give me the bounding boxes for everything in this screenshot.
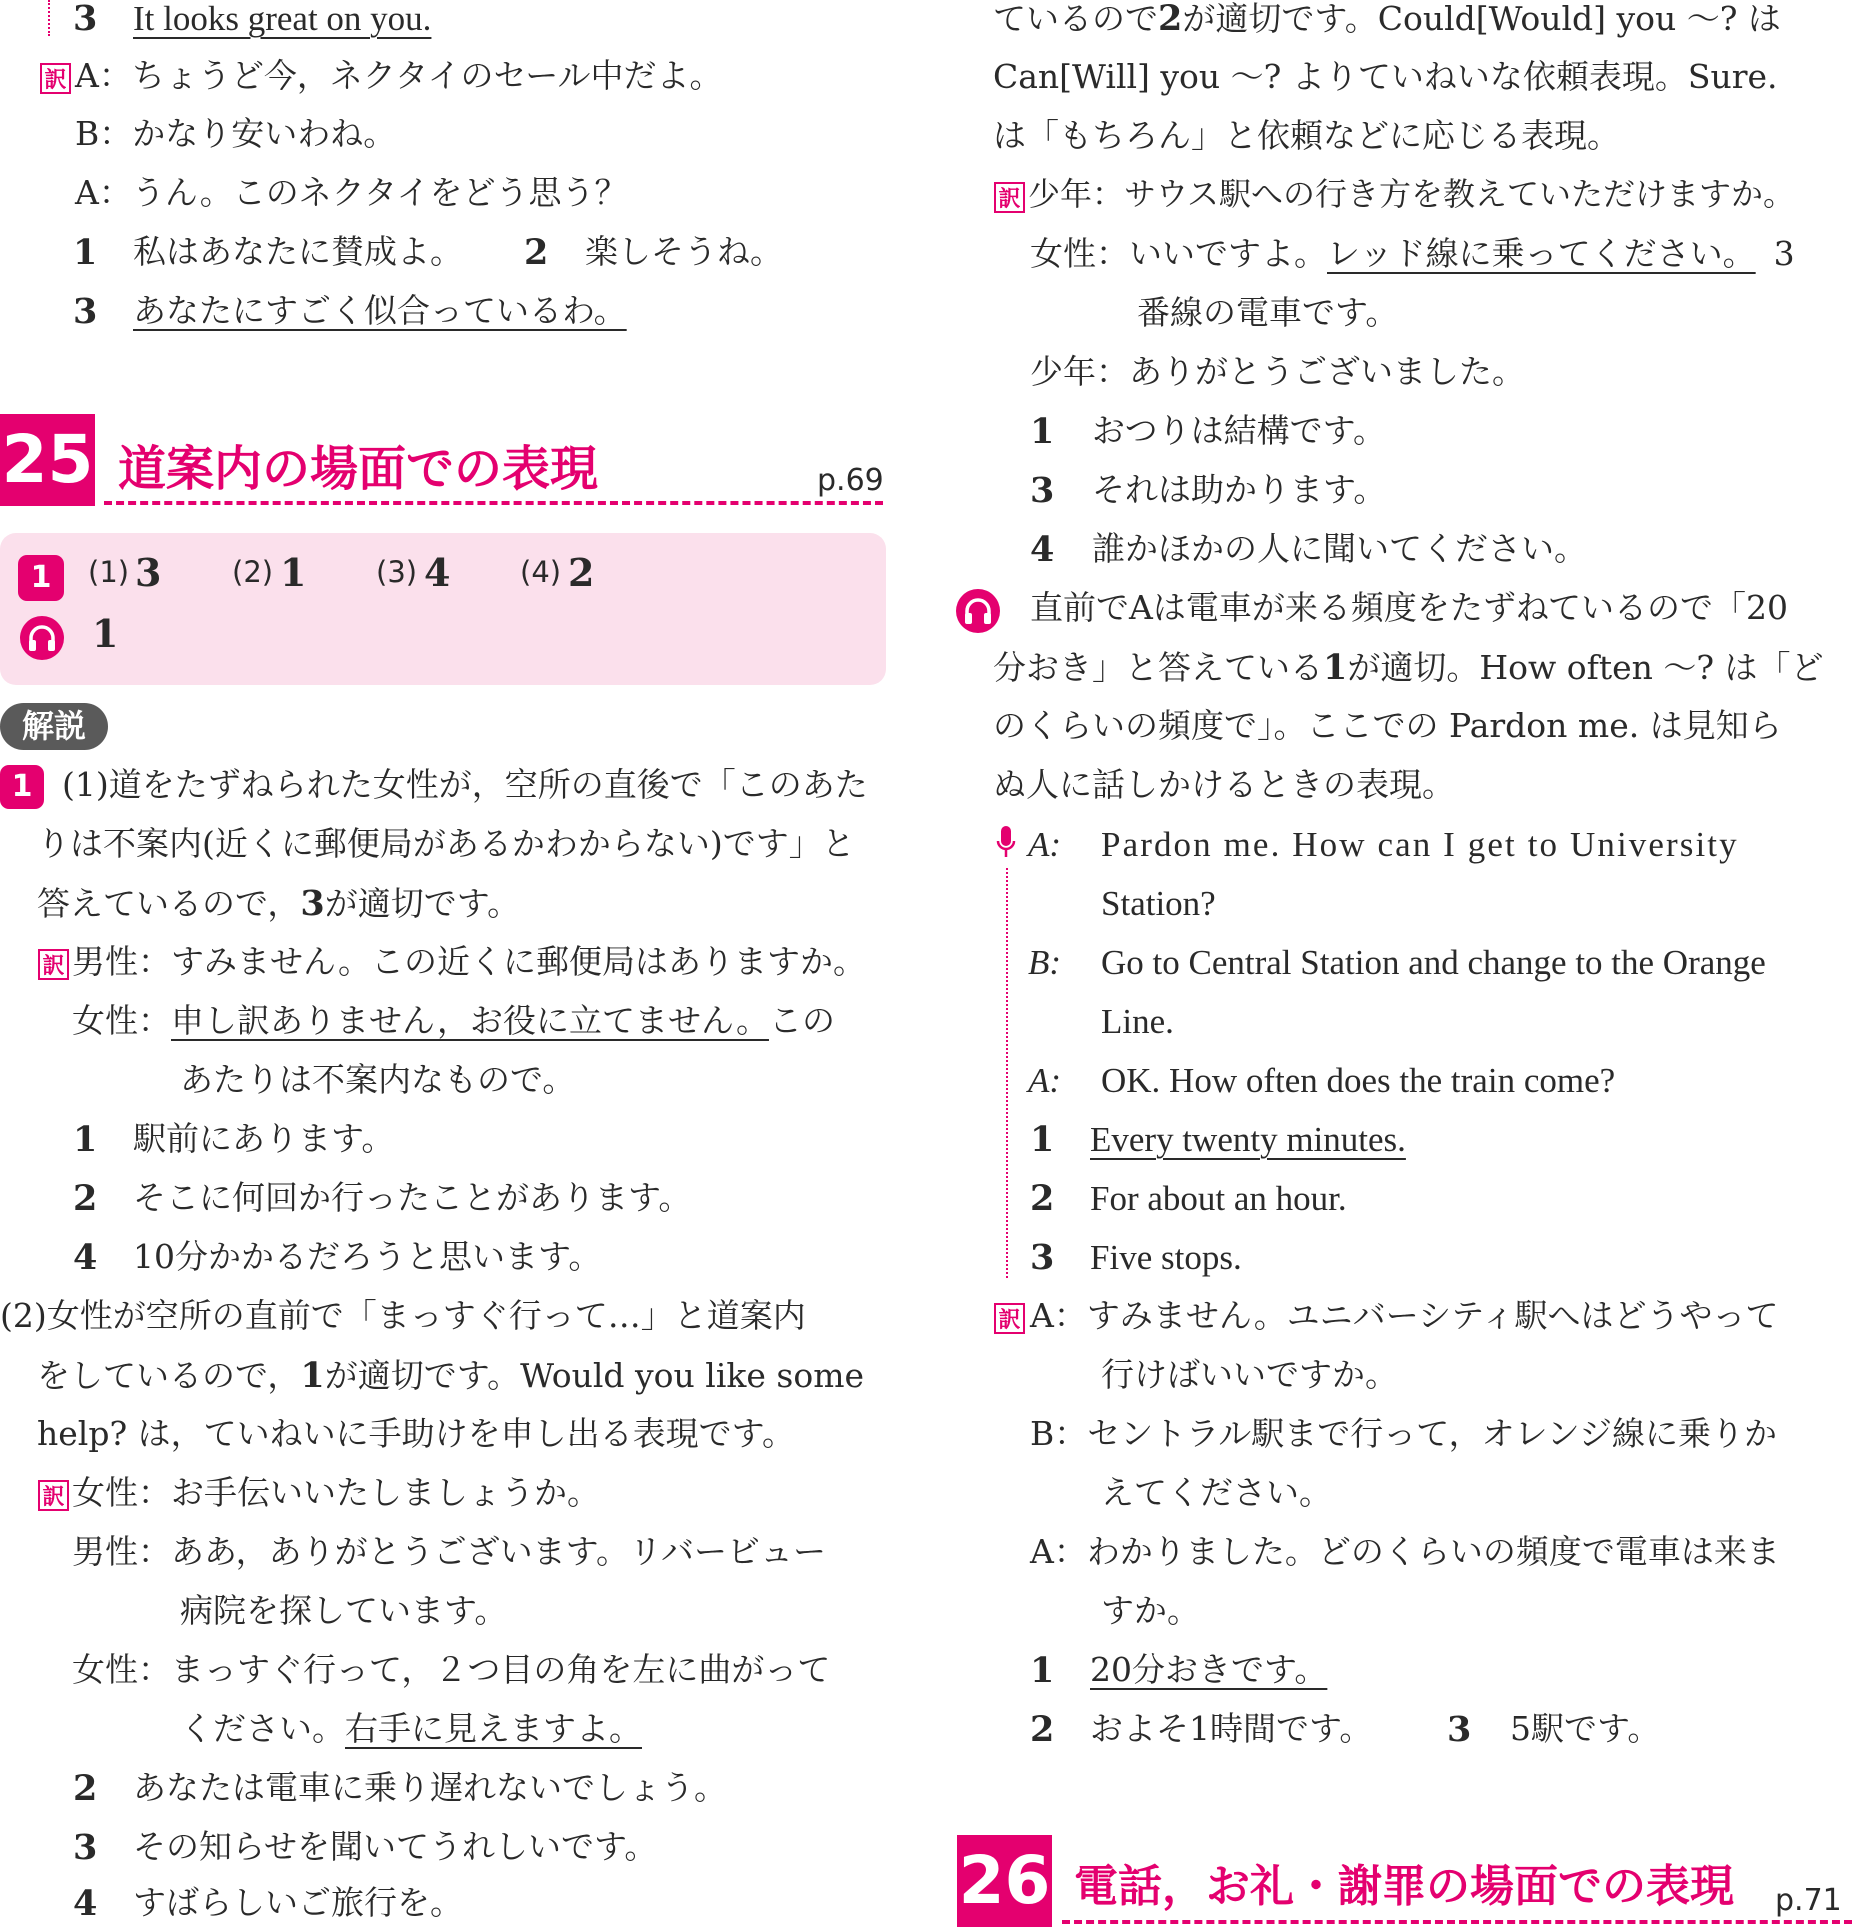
dialogue-line: 女性：まっすぐ行って，２つ目の角を左に曲がって — [72, 1650, 831, 1689]
page-reference: p.71 — [1775, 1883, 1842, 1918]
dialogue-line: A：すみません。ユニバーシティ駅へはどうやって — [1030, 1296, 1779, 1335]
speaker-label: 女性：いいですよ。 — [1030, 234, 1327, 273]
option-text: それは助かります。 — [1092, 470, 1387, 509]
option-text: For about an hour. — [1090, 1179, 1347, 1218]
dialogue-text: 3 — [1773, 234, 1795, 273]
option-number: 2 — [1030, 1709, 1055, 1750]
question-badge: 1 — [0, 765, 44, 809]
explanation-label: 解説 — [0, 703, 108, 750]
answer-number: 3 — [300, 883, 325, 924]
dialogue-line: B：セントラル駅まで行って，オレンジ線に乗りか — [1030, 1414, 1777, 1453]
headphone-glyph — [956, 589, 1000, 633]
explanation-text: 直前でAは電車が来る頻度をたずねているので「20 — [1030, 588, 1788, 627]
dialogue-line: A：うん。このネクタイをどう思う？ — [75, 173, 628, 212]
option-text: そこに何回か行ったことがあります。 — [133, 1178, 692, 1217]
page-reference: p.69 — [817, 463, 884, 498]
option-text: 楽しそうね。 — [585, 232, 783, 271]
dialogue-line: A：わかりました。どのくらいの頻度で電車は来ま — [1030, 1532, 1780, 1571]
headphone-icon — [20, 616, 64, 660]
answer-box — [0, 533, 886, 685]
answer-underline: 右手に見えますよ。 — [345, 1709, 642, 1748]
answer-label: (2) — [232, 555, 274, 589]
dialogue-line: 男性：ああ，ありがとうございます。リバービュー — [72, 1532, 827, 1571]
answer-number: 1 — [300, 1355, 325, 1396]
option-text: およそ1時間です。 — [1090, 1709, 1373, 1748]
option-text: 駅前にあります。 — [133, 1119, 395, 1158]
explanation-text: のくらいの頻度で」。ここでの Pardon me. は見知ら — [993, 706, 1782, 745]
translation-mark: 訳 — [994, 182, 1025, 213]
option-number: 4 — [73, 1237, 98, 1278]
explanation-text: をしているので， — [37, 1356, 301, 1395]
option-number: 1 — [73, 1119, 98, 1160]
explanation-text-line — [993, 647, 1824, 689]
option-number: 2 — [524, 232, 549, 273]
section-underline — [104, 501, 883, 505]
option-text: あなたにすごく似合っているわ。 — [133, 291, 627, 330]
answer-number: 1 — [1323, 647, 1348, 688]
dialogue-text: この — [768, 1001, 835, 1040]
option-text: 10分かかるだろうと思います。 — [133, 1237, 602, 1276]
answer-value: 3 — [135, 550, 162, 595]
dialogue-line: あたりは不案内なもので。 — [180, 1060, 576, 1099]
script-text: Line. — [1101, 1002, 1174, 1041]
option-text: 誰かほかの人に聞いてください。 — [1092, 529, 1587, 568]
headphone-icon — [956, 589, 1000, 633]
dialogue-line — [72, 1001, 835, 1041]
script-text: Go to Central Station and change to the Orange — [1101, 943, 1766, 982]
option-number: 2 — [1030, 1178, 1055, 1219]
explanation-text: ぬ人に話しかけるときの表現。 — [993, 765, 1455, 804]
explanation-text: Can[Will] you ～? よりていねいな依頼表現。Sure. — [993, 57, 1778, 96]
translation-mark: 訳 — [38, 949, 69, 980]
answer-number: 2 — [1158, 0, 1183, 39]
option-number: 3 — [1447, 1709, 1472, 1750]
option-number: 1 — [1030, 411, 1055, 452]
dialogue-line: 病院を探しています。 — [180, 1591, 508, 1630]
explanation-text: が適切です。 — [324, 884, 521, 923]
explanation-text: が適切です。Could[Would] you ～? は — [1182, 0, 1781, 38]
explanation-text-line — [37, 1355, 864, 1397]
dialogue-line: 行けばいいですか。 — [1101, 1355, 1398, 1394]
section-title: 道案内の場面での表現 — [118, 441, 599, 497]
speaker-label: 女性： — [72, 1001, 171, 1040]
dialogue-line: えてください。 — [1101, 1473, 1332, 1512]
microphone-glyph — [995, 825, 1017, 865]
option-text: Five stops. — [1090, 1238, 1242, 1277]
option-number: 2 — [73, 1178, 98, 1219]
headphone-glyph — [20, 616, 64, 660]
explanation-text: (1)道をたずねられた女性が，空所の直後で「このあた — [62, 765, 868, 804]
script-text: OK. How often does the train come? — [1101, 1061, 1616, 1100]
script-dotted-line — [1006, 868, 1008, 1278]
answer-label: (1) — [88, 555, 130, 589]
dialogue-text: ください。 — [180, 1709, 345, 1748]
dialogue-line: A：ちょうど今，ネクタイのセール中だよ。 — [75, 56, 723, 95]
option-number: 3 — [73, 291, 98, 332]
dialogue-line: 男性：すみません。この近くに郵便局はありますか。 — [72, 942, 866, 981]
answer-value: 1 — [280, 550, 307, 595]
dialogue-line: 少年：ありがとうございました。 — [1030, 352, 1525, 391]
section-number: 26 — [957, 1835, 1052, 1927]
translation-mark: 訳 — [40, 63, 71, 94]
section-title: 電話，お礼・謝罪の場面での表現 — [1074, 1861, 1734, 1912]
dialogue-line: 女性：お手伝いいたしましょうか。 — [72, 1473, 600, 1512]
option-text: その知らせを聞いてうれしいです。 — [133, 1827, 658, 1866]
explanation-text: は「もちろん」と依頼などに応じる表現。 — [993, 116, 1620, 155]
script-speaker: B: — [1028, 943, 1062, 982]
section-underline — [1062, 1920, 1852, 1924]
option-number: 1 — [1030, 1119, 1055, 1160]
script-text: Pardon me. How can I get to University — [1101, 825, 1739, 864]
option-text: 5駅です。 — [1510, 1709, 1661, 1748]
option-number: 1 — [73, 232, 98, 273]
answer-value: 4 — [424, 550, 451, 595]
answer-underline: 申し訳ありません，お役に立てません。 — [171, 1001, 769, 1040]
translation-mark: 訳 — [994, 1303, 1025, 1334]
dotted-marker — [48, 0, 50, 36]
dialogue-line: B：かなり安いわね。 — [75, 114, 397, 153]
option-number: 3 — [73, 0, 98, 39]
dialogue-line: すか。 — [1101, 1591, 1200, 1630]
option-text: 20分おきです。 — [1090, 1650, 1328, 1689]
listening-answer: 1 — [92, 611, 119, 656]
answer-underline: レッド線に乗ってください。 — [1327, 234, 1756, 273]
dialogue-line: 番線の電車です。 — [1137, 293, 1399, 332]
microphone-icon — [995, 825, 1017, 865]
option-text: おつりは結構です。 — [1092, 411, 1387, 450]
option-text: 私はあなたに賛成よ。 — [133, 232, 463, 271]
explanation-text: (2)女性が空所の直前で「まっすぐ行って…」と道案内 — [0, 1296, 806, 1335]
answer-text: It looks great on you. — [133, 0, 432, 38]
explanation-text: 答えているので， — [37, 884, 301, 923]
answer-label: (4) — [520, 555, 562, 589]
explanation-text: が適切です。Would you like some — [324, 1356, 865, 1395]
explanation-text-line — [37, 883, 520, 925]
explanation-text: help? は，ていねいに手助けを申し出る表現です。 — [37, 1414, 796, 1453]
explanation-text: ているので — [993, 0, 1158, 38]
section-number: 25 — [0, 414, 95, 506]
option-number: 1 — [1030, 1650, 1055, 1691]
explanation-text-line — [993, 0, 1781, 40]
explanation-text: りは不案内(近くに郵便局があるかわからない)です」と — [37, 824, 855, 863]
option-text: すばらしいご旅行を。 — [133, 1883, 463, 1922]
script-speaker: A: — [1028, 825, 1062, 864]
option-number: 3 — [73, 1827, 98, 1868]
dialogue-line — [180, 1709, 642, 1749]
option-text: Every twenty minutes. — [1090, 1120, 1406, 1159]
option-number: 4 — [1030, 529, 1055, 570]
option-number: 3 — [1030, 470, 1055, 511]
option-text: あなたは電車に乗り遅れないでしょう。 — [133, 1768, 727, 1807]
translation-mark: 訳 — [38, 1480, 69, 1511]
option-number: 3 — [1030, 1237, 1055, 1278]
answer-value: 2 — [568, 550, 595, 595]
option-number: 4 — [73, 1883, 98, 1924]
dialogue-line: 少年：サウス駅への行き方を教えていただけますか。 — [1028, 175, 1796, 213]
explanation-text: 分おき」と答えている — [993, 648, 1323, 687]
script-speaker: A: — [1028, 1061, 1062, 1100]
explanation-text: が適切。How often ～? は「ど — [1347, 648, 1824, 687]
script-text: Station? — [1101, 884, 1216, 923]
dialogue-line — [1030, 234, 1795, 274]
option-number: 2 — [73, 1768, 98, 1809]
answer-label: (3) — [376, 555, 418, 589]
question-badge: 1 — [18, 555, 64, 601]
